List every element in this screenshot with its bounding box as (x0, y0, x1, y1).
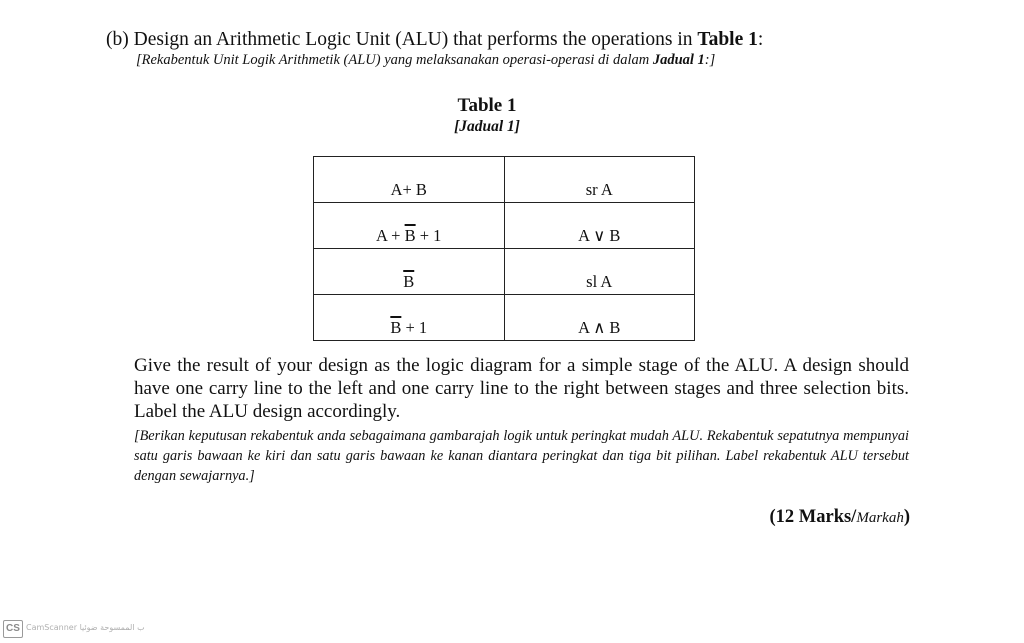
table-subtitle (0, 118, 1000, 136)
camscanner-watermark: CamScanner ب الممسوحة ضوئيا (26, 623, 145, 632)
question-colon: : (757, 29, 764, 50)
table-cell-right: sl A (504, 249, 695, 295)
table-row (314, 203, 695, 249)
marks-malay: Markah (856, 510, 904, 526)
instructions-malay: [Berikan keputusan rekabentuk anda sebagaimana gambarajah logik untuk peringkat mudah ALU. Rekabentuk sepatutnya mempunyai satu garis bawaan ke kiri dan satu garis bawaan ke kanan diantara peringkat dan tiga bit pilihan. Label rekabentuk ALU tersebut dengan sewajarnya.] (134, 428, 909, 484)
marks-label (769, 507, 910, 528)
table-cell-right: sr A (504, 157, 695, 203)
table-cell-right: A ∧ B (504, 295, 695, 341)
table-cell-left (314, 203, 505, 249)
table-cell-left (314, 249, 505, 295)
operations-table (313, 156, 695, 341)
table-subtitle-text: [Jadual 1] (454, 118, 520, 135)
question-text: Design an Arithmetic Logic Unit (ALU) that performs the operations in (128, 29, 698, 50)
table-cell-left (314, 157, 505, 203)
op-text: A+ B (390, 180, 427, 199)
op-complement: $\overline{B}$ (403, 272, 415, 291)
question-heading (106, 29, 763, 51)
table-title-text: Table 1 (457, 95, 517, 116)
op-text: A + (376, 226, 405, 245)
table-cell-left (314, 295, 505, 341)
table-row (314, 157, 695, 203)
question-label: (b) (106, 29, 129, 50)
marks-close: ) (903, 507, 910, 527)
op-complement: $\overline{B}$ (404, 226, 416, 245)
op-complement: $\overline{B}$ (390, 318, 402, 337)
op-text-suffix: + 1 (415, 226, 442, 245)
question-malay-table-ref: Jadual 1 (652, 52, 705, 68)
instructions-english: Give the result of your design as the logic diagram for a simple stage of the ALU. A design should have one carry line to the left and one carry line to the right between stages and three selection bits. Label the ALU design accordingly. (134, 355, 909, 422)
question-table-ref: Table 1 (697, 29, 758, 50)
camscanner-logo-icon: CS (3, 620, 23, 638)
op-text-suffix: + 1 (401, 318, 428, 337)
question-malay-end: :] (704, 52, 716, 68)
table-row (314, 295, 695, 341)
table-title (0, 95, 1000, 117)
question-malay-text: [Rekabentuk Unit Logik Arithmetik (ALU) yang melaksanakan operasi-operasi di dalam (136, 52, 653, 68)
table-cell-right: A ∨ B (504, 203, 695, 249)
table-row (314, 249, 695, 295)
marks-open: (12 Marks/ (769, 507, 857, 527)
question-malay (136, 52, 715, 69)
